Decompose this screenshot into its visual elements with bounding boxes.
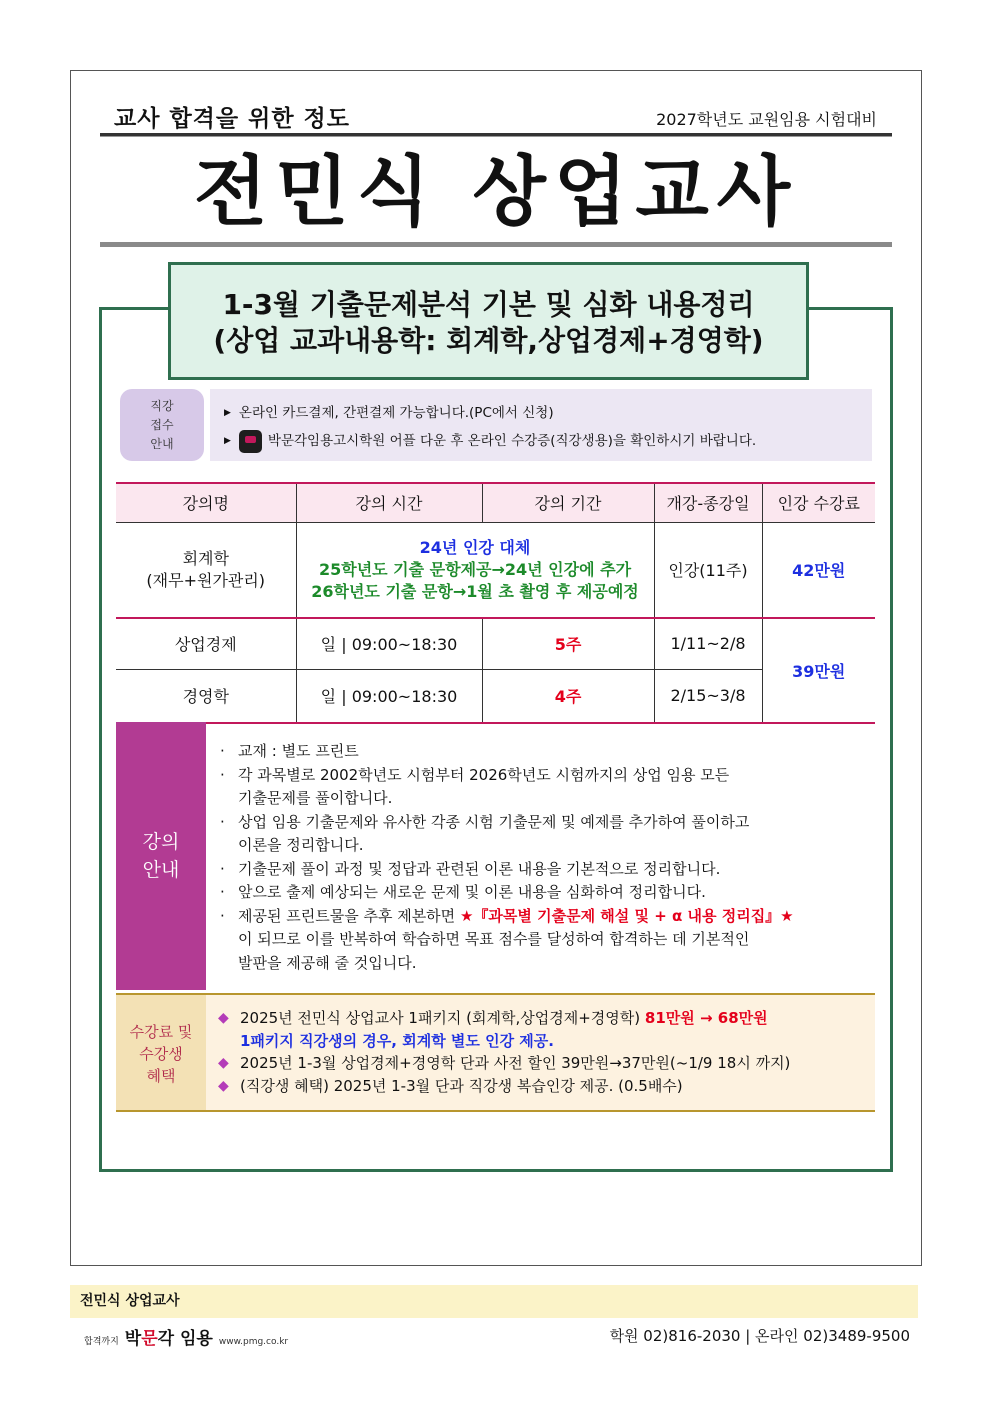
course-name-commerce: 상업경제 [116,618,296,669]
course-heading [168,262,809,380]
bullet-icon: · [220,906,225,925]
course-heading-line2: (상업 교과내용학: 회계학,상업경제+경영학) [213,324,764,357]
brand-char: 각 [157,1329,175,1349]
brand-char: 박 [124,1329,142,1349]
registration-info [210,389,872,461]
list-item [220,905,875,976]
course-name-line: 회계학 [182,548,229,568]
col-header-schedule: 개강-종강일 [654,483,762,522]
slogan: 교사 합격을 위한 정도 [114,106,350,132]
management-time: 일 | 09:00~18:30 [296,669,482,723]
management-period: 4주 [482,669,654,723]
bullet-icon: · [220,765,225,784]
commerce-schedule: 1/11~2/8 [654,618,762,669]
course-heading-line1: 1-3월 기출문제분석 기본 및 심화 내용정리 [222,288,755,321]
fee-label-line: 수강생 [139,1045,183,1063]
col-header-fee: 인강 수강료 [762,483,875,522]
course-name-accounting [116,522,296,618]
registration-badge-line: 접수 [150,418,174,432]
footer-contact: 학원 02)816-2030 | 온라인 02)3489-9500 [609,1327,910,1345]
accounting-schedule: 인강(11주) [654,522,762,618]
table-row-commerce [116,618,875,669]
fee-label-line: 수강료 및 [129,1023,193,1041]
accounting-note-line: 24년 인강 대체 [419,537,531,557]
guide-text-line: 이 되므로 이를 반복하여 학습하면 목표 점수를 달성하여 합격하는 데 기본적인 [238,930,750,948]
list-item [220,858,875,882]
col-header-course: 강의명 [116,483,296,522]
registration-text-payment: 온라인 카드결제, 간편결제 가능합니다.(PC에서 신청) [238,405,554,421]
exam-target: 2027학년도 교원임용 시험대비 [656,110,877,129]
top-rule [100,133,892,137]
guide-text-line: 기출문제를 풀이합니다. [238,789,393,807]
registration-badge-line: 직강 [150,399,174,413]
gem-bullet-icon: ◆ [218,1055,229,1071]
app-icon[interactable] [239,430,262,453]
triangle-bullet-icon: ▶ [224,436,231,446]
management-schedule: 2/15~3/8 [654,669,762,723]
fee-text: 2025년 1-3월 상업경제+경영학 단과 사전 할인 39만원→37만원(~1/9 18시 까지) [240,1054,791,1072]
guide-text [238,811,875,858]
fee-text [240,1007,875,1052]
accounting-fee: 42만원 [762,522,875,618]
guide-text: 기출문제 풀이 과정 및 정답과 관련된 이론 내용을 기본적으로 정리합니다. [238,859,721,878]
title-rule [100,242,892,247]
shared-fee: 39만원 [762,618,875,723]
list-item [220,740,875,764]
accounting-note-line: 25학년도 기출 문항제공→24년 인강에 추가 [318,559,632,579]
triangle-bullet-icon: ▶ [224,408,231,418]
registration-badge [120,389,204,461]
course-name-line: (재무+원가관리) [146,570,266,590]
list-item [220,881,875,905]
bullet-icon: · [220,859,225,878]
brand-name [125,1324,213,1349]
fee-price: 81만원 → 68만원 [644,1009,768,1027]
guide-highlight: ★『과목별 기출문제 해설 및 + α 내용 정리집』★ [459,906,794,925]
bullet-icon: · [220,883,225,901]
bullet-icon: · [220,742,225,760]
gem-bullet-icon: ◆ [218,1077,229,1094]
main-title: 전민식 상업교사 [193,147,799,236]
bullet-icon: · [220,812,225,831]
registration-text-app: 박문각임용고시학원 어플 다운 후 온라인 수강증(직강생용)을 확인하시기 바랍니다. [267,433,757,449]
fee-label-line: 혜택 [146,1067,176,1085]
list-item [220,764,875,811]
guide-text: 교재 : 별도 프린트 [238,742,359,760]
guide-text [238,764,875,811]
commerce-period: 5주 [482,618,654,669]
brand-char: 임용 [174,1329,213,1349]
fee-list [206,993,875,1112]
accounting-note-line: 26학년도 기출 문항→1월 초 촬영 후 제공예정 [311,581,639,601]
brand-url[interactable]: www.pmg.co.kr [218,1337,289,1347]
table-header-row [116,483,875,522]
list-item [218,1007,875,1052]
guide-text: 앞으로 출제 예상되는 새로운 문제 및 이론 내용을 심화하여 정리합니다. [238,883,706,901]
fee-text-line: 2025년 전민식 상업교사 1패키지 (회계학,상업경제+경영학) [240,1009,641,1027]
accounting-time-note [296,522,654,618]
guide-text-line: 상업 임용 기출문제와 유사한 각종 시험 기출문제 및 예제를 추가하여 풀이하고 [238,812,750,831]
commerce-time: 일 | 09:00~18:30 [296,618,482,669]
brand-char: 문 [141,1329,158,1349]
table-row-accounting [116,522,875,618]
guide-list [206,722,875,990]
list-item [220,811,875,858]
course-table [116,482,875,724]
guide-text [238,905,875,976]
col-header-period: 강의 기간 [482,483,654,522]
guide-text-line: 각 과목별로 2002학년도 시험부터 2026학년도 시험까지의 상업 임용 모든 [238,765,730,784]
registration-line [224,427,872,455]
course-name-management: 경영학 [116,669,296,723]
list-item [218,1075,875,1098]
guide-label [116,722,206,990]
gem-bullet-icon: ◆ [218,1010,229,1026]
brand-logo[interactable] [84,1324,288,1349]
table-row-management [116,669,875,723]
list-item [218,1052,875,1075]
fee-text: (직강생 혜택) 2025년 1-3월 단과 직강생 복습인강 제공. (0.5배수) [240,1076,683,1095]
brand-tagline: 합격까지 [84,1337,119,1347]
registration-badge-line: 안내 [150,437,174,451]
guide-label-line: 안내 [142,859,180,881]
col-header-time: 강의 시간 [296,483,482,522]
footer-teacher: 전민식 상업교사 [70,1285,918,1318]
guide-text-line: 제공된 프린트물을 추후 제본하면 [238,906,456,925]
guide-label-line: 강의 [142,831,180,853]
guide-text-line: 발판을 제공해 줄 것입니다. [238,953,417,972]
registration-line [224,399,872,427]
fee-label [116,993,206,1112]
guide-text-line: 이론을 정리합니다. [238,836,364,854]
fee-text-line: 1패키지 직강생의 경우, 회계학 별도 인강 제공. [240,1031,554,1050]
